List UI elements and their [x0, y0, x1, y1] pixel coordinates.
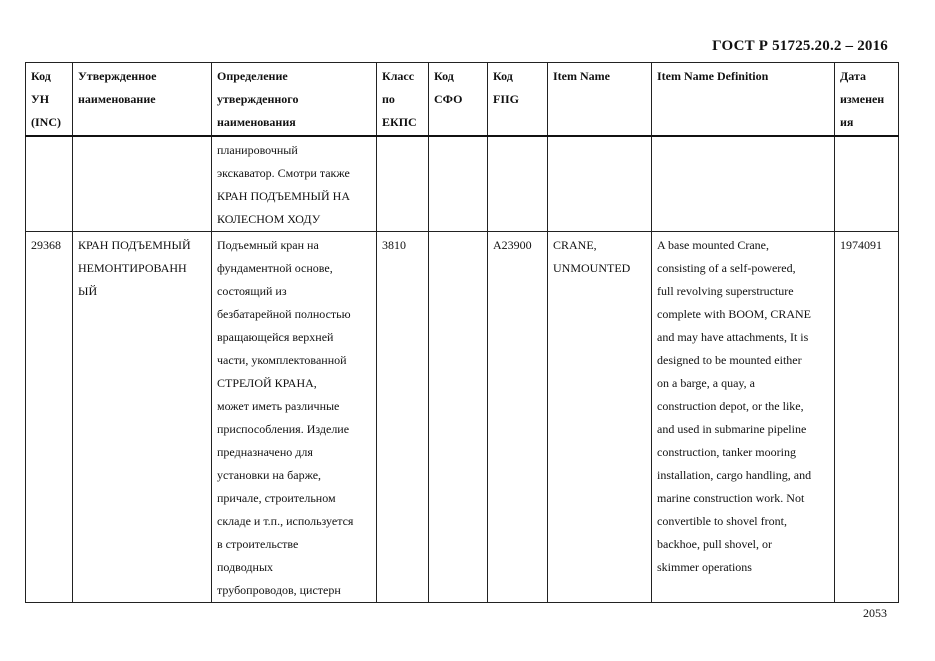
header-sfo-code [429, 63, 488, 137]
cell-fiig-code: A23900 [488, 232, 548, 603]
cell-text-line: Код [493, 69, 513, 83]
cell-text-line: Подъемный кран на [217, 238, 319, 252]
cell-text-line: складе и т.п., используется [217, 514, 354, 528]
cell-class-empty [377, 136, 429, 232]
cell-text-line: construction, tanker mooring [657, 445, 796, 459]
cell-text-line: планировочный [217, 143, 298, 157]
cell-text-line: КОЛЕСНОМ ХОДУ [217, 212, 321, 226]
cell-text-line: приспособления. Изделие [217, 422, 350, 436]
cell-text-line: (INC) [31, 115, 61, 129]
cell-text-line: СТРЕЛОЙ КРАНА, [217, 376, 317, 390]
cell-text-line: установки на барже, [217, 468, 322, 482]
page-number: 2053 [863, 606, 887, 620]
cell-item-name-definition [652, 232, 835, 603]
cell-change-date: 1974091 [835, 232, 899, 603]
cell-text-line: НЕМОНТИРОВАНН [78, 261, 187, 275]
header-class-ekps [377, 63, 429, 137]
cell-class-ekps: 3810 [377, 232, 429, 603]
cell-text-line: Код [31, 69, 51, 83]
table-row [26, 232, 899, 603]
cell-inc: 29368 [26, 232, 73, 603]
cell-text-line: and may have attachments, It is [657, 330, 809, 344]
document-title: ГОСТ Р 51725.20.2 – 2016 [712, 38, 888, 54]
cell-text-line: Класс [382, 69, 415, 83]
cell-definition-continued [212, 136, 377, 232]
cell-item-name [548, 232, 652, 603]
cell-text-line: Код [434, 69, 454, 83]
cell-text-line: изменен [840, 92, 885, 106]
cell-approved-name [73, 232, 212, 603]
table-header-row [26, 63, 899, 137]
cell-sfo-code [429, 232, 488, 603]
cell-inc-empty [26, 136, 73, 232]
cell-text-line: construction depot, or the like, [657, 399, 804, 413]
cell-text-line: состоящий из [217, 284, 287, 298]
header-item-name-definition [652, 63, 835, 137]
cell-text-line: безбатарейной полностью [217, 307, 351, 321]
cell-text-line: full revolving superstructure [657, 284, 794, 298]
cell-text-line: фундаментной основе, [217, 261, 333, 275]
header-inc-code [26, 63, 73, 137]
cell-date-empty [835, 136, 899, 232]
cell-text-line: наименования [217, 115, 296, 129]
header-change-date [835, 63, 899, 137]
cell-text-line: UNMOUNTED [553, 261, 631, 275]
cell-text-line: on a barge, a quay, a [657, 376, 755, 390]
cell-text-line: СФО [434, 92, 463, 106]
cell-text-line: FIIG [493, 92, 520, 106]
header-item-name [548, 63, 652, 137]
cell-text-line: and used in submarine pipeline [657, 422, 807, 436]
cell-text-line: backhoe, pull shovel, or [657, 537, 772, 551]
cell-text-line: предназначено для [217, 445, 313, 459]
cell-text-line: причале, строительном [217, 491, 336, 505]
cell-text-line: Определение [217, 69, 288, 83]
cell-sfo-empty [429, 136, 488, 232]
nomenclature-table [25, 62, 899, 603]
header-definition [212, 63, 377, 137]
cell-text-line: Item Name Definition [657, 69, 769, 83]
cell-text-line: CRANE, [553, 238, 597, 252]
cell-text-line: Item Name [553, 69, 610, 83]
cell-text-line: УН [31, 92, 50, 106]
cell-item-name-empty [548, 136, 652, 232]
cell-text-line: designed to be mounted either [657, 353, 802, 367]
cell-text-line: ЕКПС [382, 115, 417, 129]
cell-approved-name-empty [73, 136, 212, 232]
table-row-continuation [26, 136, 899, 232]
cell-text-line: утвержденного [217, 92, 299, 106]
cell-text-line: marine construction work. Not [657, 491, 805, 505]
cell-definition [212, 232, 377, 603]
cell-text-line: Утвержденное [78, 69, 157, 83]
cell-text-line: ЫЙ [78, 284, 98, 298]
cell-text-line: КРАН ПОДЪЕМНЫЙ [78, 238, 191, 252]
header-fiig-code [488, 63, 548, 137]
cell-fiig-empty [488, 136, 548, 232]
cell-text-line: complete with BOOM, CRANE [657, 307, 811, 321]
cell-item-def-empty [652, 136, 835, 232]
cell-text-line: Дата [840, 69, 866, 83]
cell-text-line: installation, cargo handling, and [657, 468, 812, 482]
cell-text-line: consisting of a self-powered, [657, 261, 796, 275]
cell-text-line: skimmer operations [657, 560, 752, 574]
cell-text-line: в строительстве [217, 537, 299, 551]
cell-text-line: по [382, 92, 395, 106]
cell-text-line: convertible to shovel front, [657, 514, 787, 528]
cell-text-line: экскаватор. Смотри также [217, 166, 350, 180]
cell-text-line: ия [840, 115, 854, 129]
cell-text-line: подводных [217, 560, 274, 574]
cell-text-line: части, укомплектованной [217, 353, 347, 367]
cell-text-line: A base mounted Crane, [657, 238, 769, 252]
cell-text-line: КРАН ПОДЪЕМНЫЙ НА [217, 189, 350, 203]
cell-text-line: вращающейся верхней [217, 330, 334, 344]
cell-text-line: наименование [78, 92, 156, 106]
cell-text-line: может иметь различные [217, 399, 340, 413]
cell-text-line: трубопроводов, цистерн [217, 583, 341, 597]
header-approved-name [73, 63, 212, 137]
